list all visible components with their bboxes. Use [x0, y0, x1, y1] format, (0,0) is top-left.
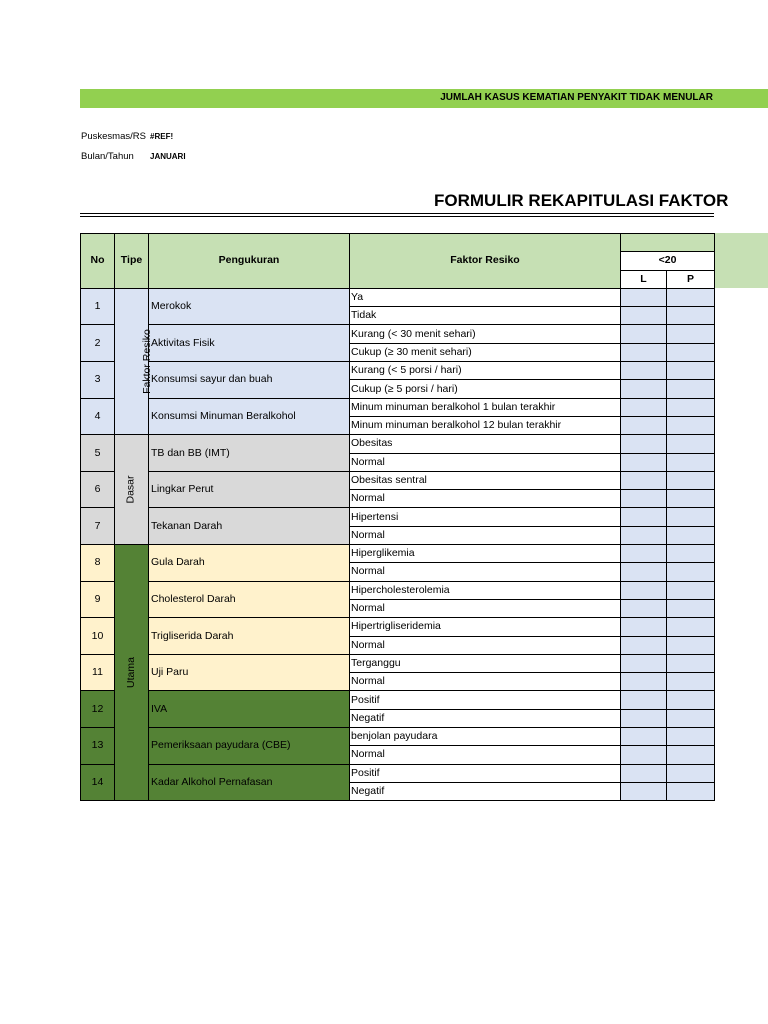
cell-p[interactable] [667, 325, 715, 343]
row-faktor-resiko: Hipertrigliseridemia [350, 618, 621, 636]
row-pengukuran: Uji Paru [149, 654, 350, 691]
row-faktor-resiko: Negatif [350, 782, 621, 800]
row-no: 9 [81, 581, 115, 618]
row-no: 6 [81, 471, 115, 508]
cell-p[interactable] [667, 746, 715, 764]
cell-l[interactable] [621, 691, 667, 709]
row-faktor-resiko: Normal [350, 673, 621, 691]
row-no: 12 [81, 691, 115, 728]
group-faktor-resiko [115, 288, 153, 434]
header-no: No [81, 234, 115, 289]
row-no: 11 [81, 654, 115, 691]
table-row [81, 471, 715, 489]
row-faktor-resiko: Kurang (< 5 porsi / hari) [350, 362, 621, 380]
cell-l[interactable] [621, 746, 667, 764]
cell-p[interactable] [667, 654, 715, 672]
cell-p[interactable] [667, 526, 715, 544]
puskesmas-value: #REF! [150, 132, 174, 141]
cell-p[interactable] [667, 398, 715, 416]
puskesmas-label: Puskesmas/RS [81, 131, 146, 142]
row-faktor-resiko: Hiperglikemia [350, 545, 621, 563]
table-row [81, 764, 715, 782]
cell-l[interactable] [621, 782, 667, 800]
table-row [81, 398, 715, 416]
row-faktor-resiko: Minum minuman beralkohol 1 bulan terakhir [350, 398, 621, 416]
row-faktor-resiko: Kurang (< 30 menit sehari) [350, 325, 621, 343]
cell-p[interactable] [667, 782, 715, 800]
cell-p[interactable] [667, 508, 715, 526]
cell-p[interactable] [667, 636, 715, 654]
group-utama [115, 545, 149, 801]
row-no: 8 [81, 545, 115, 582]
row-pengukuran: Aktivitas Fisik [149, 325, 350, 362]
page-title: FORMULIR REKAPITULASI FAKTOR [434, 191, 729, 210]
bulan-label: Bulan/Tahun [81, 151, 134, 162]
row-pengukuran: Pemeriksaan payudara (CBE) [149, 728, 350, 765]
cell-p[interactable] [667, 490, 715, 508]
row-no: 10 [81, 618, 115, 655]
row-pengukuran: Trigliserida Darah [149, 618, 350, 655]
title-underline-bottom [80, 216, 714, 217]
row-no: 2 [81, 325, 115, 362]
row-pengukuran: Gula Darah [149, 545, 350, 582]
row-no: 7 [81, 508, 115, 545]
cell-p[interactable] [667, 545, 715, 563]
banner-title: JUMLAH KASUS KEMATIAN PENYAKIT TIDAK MENULAR [440, 92, 713, 103]
row-faktor-resiko: Ya [350, 288, 621, 306]
cell-l[interactable] [621, 288, 667, 306]
cell-p[interactable] [667, 618, 715, 636]
group-dasar-label: Dasar [124, 475, 137, 504]
row-pengukuran: Merokok [149, 288, 350, 325]
cell-l[interactable] [621, 343, 667, 361]
cell-l[interactable] [621, 362, 667, 380]
table-row [81, 618, 715, 636]
row-faktor-resiko: Positif [350, 691, 621, 709]
row-faktor-resiko: Hipertensi [350, 508, 621, 526]
cell-l[interactable] [621, 508, 667, 526]
row-faktor-resiko: Normal [350, 636, 621, 654]
row-faktor-resiko: Tidak [350, 307, 621, 325]
group-dasar [115, 435, 149, 545]
row-pengukuran: Cholesterol Darah [149, 581, 350, 618]
cell-l[interactable] [621, 453, 667, 471]
cell-l[interactable] [621, 325, 667, 343]
cell-l[interactable] [621, 709, 667, 727]
cell-p[interactable] [667, 380, 715, 398]
header-pengukuran: Pengukuran [149, 234, 350, 289]
cell-p[interactable] [667, 691, 715, 709]
row-faktor-resiko: Normal [350, 599, 621, 617]
table-row [81, 545, 715, 563]
rekap-table [80, 233, 715, 801]
row-pengukuran: IVA [149, 691, 350, 728]
header-p: P [667, 270, 715, 288]
table-row [81, 435, 715, 453]
row-no: 13 [81, 728, 115, 765]
header-band-extension [713, 233, 768, 288]
cell-p[interactable] [667, 673, 715, 691]
puskesmas-row [81, 131, 174, 142]
cell-l[interactable] [621, 673, 667, 691]
table-body [81, 288, 715, 800]
row-faktor-resiko: Normal [350, 526, 621, 544]
header-faktor-resiko: Faktor Resiko [350, 234, 621, 289]
table-row [81, 691, 715, 709]
cell-l[interactable] [621, 526, 667, 544]
cell-l[interactable] [621, 654, 667, 672]
row-no: 5 [81, 435, 115, 472]
cell-l[interactable] [621, 599, 667, 617]
group-utama-label: Utama [125, 657, 137, 689]
header-banner [80, 89, 768, 108]
row-pengukuran: Konsumsi Minuman Beralkohol [149, 398, 350, 435]
cell-l[interactable] [621, 490, 667, 508]
row-faktor-resiko: Hipercholesterolemia [350, 581, 621, 599]
row-faktor-resiko: Cukup (≥ 5 porsi / hari) [350, 380, 621, 398]
table-row [81, 362, 715, 380]
row-faktor-resiko: Normal [350, 746, 621, 764]
cell-l[interactable] [621, 728, 667, 746]
row-pengukuran: TB dan BB (IMT) [149, 435, 350, 472]
row-pengukuran: Konsumsi sayur dan buah [149, 362, 350, 399]
row-no: 14 [81, 764, 115, 801]
cell-p[interactable] [667, 728, 715, 746]
cell-p[interactable] [667, 435, 715, 453]
row-faktor-resiko: Positif [350, 764, 621, 782]
table-row [81, 728, 715, 746]
table-row [81, 325, 715, 343]
cell-l[interactable] [621, 471, 667, 489]
cell-p[interactable] [667, 288, 715, 306]
row-faktor-resiko: Terganggu [350, 654, 621, 672]
cell-p[interactable] [667, 307, 715, 325]
cell-l[interactable] [621, 435, 667, 453]
table-row [81, 654, 715, 672]
row-no: 1 [81, 288, 115, 325]
cell-p[interactable] [667, 362, 715, 380]
cell-p[interactable] [667, 709, 715, 727]
cell-p[interactable] [667, 471, 715, 489]
row-faktor-resiko: Obesitas [350, 435, 621, 453]
cell-l[interactable] [621, 307, 667, 325]
cell-p[interactable] [667, 563, 715, 581]
row-no: 3 [81, 362, 115, 399]
cell-l[interactable] [621, 545, 667, 563]
title-underline-top [80, 213, 714, 214]
cell-l[interactable] [621, 416, 667, 434]
row-faktor-resiko: Minum minuman beralkohol 12 bulan terakhir [350, 416, 621, 434]
cell-p[interactable] [667, 343, 715, 361]
cell-l[interactable] [621, 636, 667, 654]
row-pengukuran: Kadar Alkohol Pernafasan [149, 764, 350, 801]
cell-l[interactable] [621, 398, 667, 416]
cell-l[interactable] [621, 618, 667, 636]
cell-p[interactable] [667, 581, 715, 599]
header-l: L [621, 270, 667, 288]
table-row [81, 508, 715, 526]
group-faktor-resiko-label: Faktor Resiko [140, 329, 153, 394]
row-faktor-resiko: Normal [350, 490, 621, 508]
row-faktor-resiko: Negatif [350, 709, 621, 727]
header-tipe: Tipe [115, 234, 149, 289]
row-pengukuran: Lingkar Perut [149, 471, 350, 508]
cell-l[interactable] [621, 380, 667, 398]
header-age-group: <20 [621, 252, 715, 270]
cell-l[interactable] [621, 764, 667, 782]
cell-p[interactable] [667, 599, 715, 617]
row-faktor-resiko: Normal [350, 453, 621, 471]
bulan-value: JANUARI [150, 152, 186, 161]
header-age-band [621, 234, 715, 252]
row-faktor-resiko: Obesitas sentral [350, 471, 621, 489]
row-no: 4 [81, 398, 115, 435]
cell-l[interactable] [621, 563, 667, 581]
row-pengukuran: Tekanan Darah [149, 508, 350, 545]
table-row [81, 581, 715, 599]
row-faktor-resiko: Cukup (≥ 30 menit sehari) [350, 343, 621, 361]
row-faktor-resiko: Normal [350, 563, 621, 581]
cell-p[interactable] [667, 416, 715, 434]
cell-l[interactable] [621, 581, 667, 599]
cell-p[interactable] [667, 453, 715, 471]
bulan-row [81, 151, 186, 162]
row-faktor-resiko: benjolan payudara [350, 728, 621, 746]
cell-p[interactable] [667, 764, 715, 782]
table-row [81, 288, 715, 306]
